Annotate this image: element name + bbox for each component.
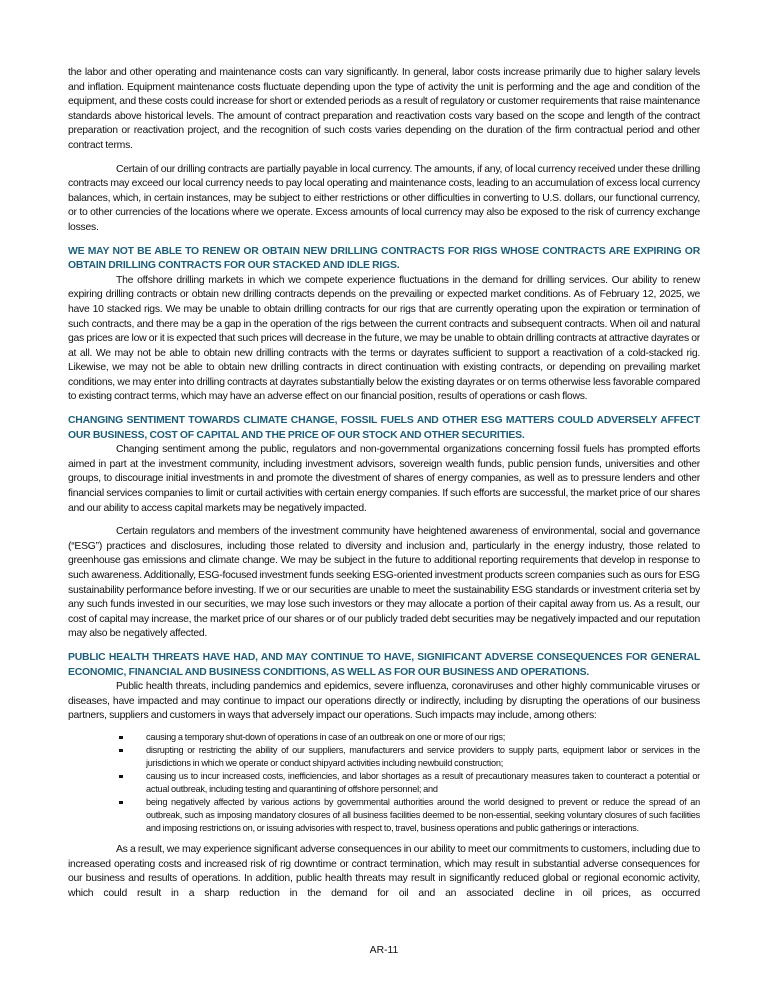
list-item: disrupting or restricting the ability of our suppliers, manufacturers and service providers to supply parts, equipment labor or services in the jurisdictions in which we operate or conduct shipyard activities including newbuild construction;	[146, 744, 700, 768]
paragraph: Certain of our drilling contracts are partially payable in local currency. The amounts, if any, of local currency received under these drilling contracts may exceed our local currency needs to pay local operating and maintenance costs, leading to an accumulation of excess local currency balances, which, in certain instances, may be subject to either restrictions or other difficulties in converting to U.S. dollars, our functional currency, or to other currencies of the locations where we operate. Excess amounts of local currency may also be exposed to the risk of currency exchange losses.	[68, 163, 700, 233]
paragraph: Public health threats, including pandemics and epidemics, severe influenza, coronaviruses and other highly communicable viruses or diseases, have impacted and may continue to impact our operations directly or indirectly, including by disrupting the operations of our business partners, suppliers and customers in ways that adversely impact our operations. Such impacts may include, among others:	[68, 681, 700, 722]
paragraph: As a result, we may experience significant adverse consequences in our ability to meet our commitments to customers, including due to increased operating costs and increased risk of rig downtime or contract termination, which may result in substantial adverse consequences for our business and results of operations. In addition, public health threats may result in significantly reduced global or regional economic activity, which could result in a sharp reduction in the demand for oil and an associated decline in oil prices, as occurred	[68, 843, 700, 899]
section-heading: PUBLIC HEALTH THREATS HAVE HAD, AND MAY CONTINUE TO HAVE, SIGNIFICANT ADVERSE CONSEQUENCES FOR GENERAL ECONOMIC, FINANCIAL AND BUSINESS CONDITIONS, AS WELL AS FOR OUR BUSINESS AND OPERATIONS.	[68, 651, 700, 678]
paragraph: the labor and other operating and maintenance costs can vary significantly. In general, labor costs increase primarily due to higher salary levels and inflation. Equipment maintenance costs fluctuate depending upon the type of activity the unit is performing and the age and condition of the equipment, and these costs could increase for short or extended periods as a result of regulatory or customer requirements that raise maintenance standards above historical levels. The amount of contract preparation and reactivation costs vary based on the scope and length of the contract preparation or reactivation project, and the recognition of such costs varies depending on the duration of the firm contractual period and other contract terms.	[68, 67, 700, 151]
list-item: causing a temporary shut-down of operations in case of an outbreak on one or more of our rigs;	[146, 731, 700, 744]
document-body	[68, 66, 700, 910]
paragraph: The offshore drilling markets in which we compete experience fluctuations in the demand for drilling services. Our ability to renew expiring drilling contracts or obtain new drilling contracts depends on the prevailing or expected market conditions. As of February 12, 2025, we have 10 stacked rigs. We may be unable to obtain drilling contracts for our rigs that are currently operating upon the expiration or termination of such contracts, and there may be a gap in the operation of the rigs between the current contracts and subsequent contracts. When oil and natural gas prices are low or it is expected that such prices will decrease in the future, we may be unable to obtain drilling contracts at attractive dayrates or at all. We may not be able to obtain new drilling contracts with the terms or dayrates sufficient to support a reactivation of a cold-stacked rig. Likewise, we may not be able to obtain new drilling contracts in direct continuation with existing contracts, or depending on prevailing market conditions, we may enter into drilling contracts at dayrates substantially below the existing dayrates or on terms otherwise less favorable compared to existing contract terms, which may have an adverse effect on our financial position, results of operations or cash flows.	[68, 274, 700, 403]
paragraph: Certain regulators and members of the investment community have heightened awareness of environmental, social and governance (“ESG”) practices and disclosures, including those related to diversity and inclusion and, particularly in the energy industry, those related to greenhouse gas emissions and climate change. We may be subject in the future to additional reporting requirements that develop in response to such awareness. Additionally, ESG-focused investment funds seeking ESG-oriented investment products screen companies such as ours for ESG sustainability performance before investing. If we or our securities are unable to meet the sustainability ESG standards or investment criteria set by any such funds invested in our securities, we may lose such investors or they may allocate a portion of their capital away from us. As a result, our cost of capital may increase, the market price of our shares or of our publicly traded debt securities may be negatively impacted and our reputation may also be negatively affected.	[68, 526, 700, 640]
list-item: causing us to incur increased costs, inefficiencies, and labor shortages as a result of precautionary measures taken to counteract a potential or actual outbreak, including testing and quarantining of offshore personnel; and	[146, 770, 700, 794]
list-item: being negatively affected by various actions by governmental authorities around the world designed to prevent or reduce the spread of an outbreak, such as imposing mandatory closures of all business facilities deemed to be non-essential, seeking voluntary closures of such facilities and imposing restrictions on, or issuing advisories with respect to, travel, business operations and public gatherings or interactions.	[146, 796, 700, 833]
paragraph: Changing sentiment among the public, regulators and non-governmental organizations concerning fossil fuels has prompted efforts aimed in part at the investment community, including investment advisors, sovereign wealth funds, public pension funds, universities and other groups, to discourage initial investments in and promote the divestment of shares of energy companies, as well as to pressure lenders and other financial services companies to limit or curtail activities with certain energy companies. If such efforts are successful, the market price of our shares and our ability to access capital markets may be negatively impacted.	[68, 444, 700, 514]
page-number: AR-11	[369, 945, 399, 956]
section-heading: CHANGING SENTIMENT TOWARDS CLIMATE CHANGE, FOSSIL FUELS AND OTHER ESG MATTERS COULD ADVERSELY AFFECT OUR BUSINESS, COST OF CAPITAL AND THE PRICE OF OUR STOCK AND OTHER SECURITIES.	[68, 415, 700, 441]
section-heading: WE MAY NOT BE ABLE TO RENEW OR OBTAIN NEW DRILLING CONTRACTS FOR RIGS WHOSE CONTRACTS ARE EXPIRING OR OBTAIN DRILLING CONTRACTS FOR OUR STACKED AND IDLE RIGS.	[68, 245, 700, 272]
bullet-list	[68, 731, 700, 835]
